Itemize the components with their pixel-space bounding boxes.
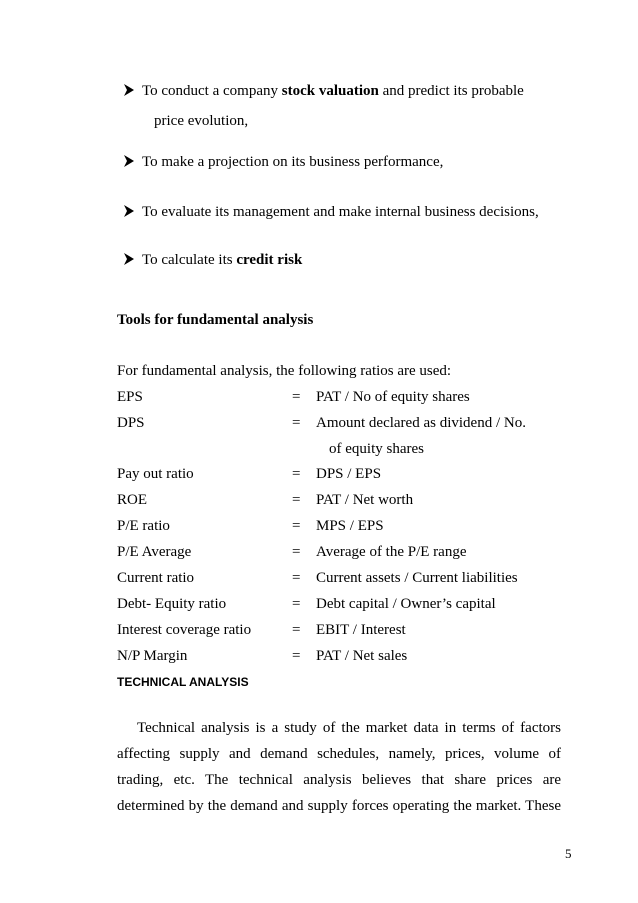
ratio-formula: PAT / No of equity shares xyxy=(316,389,470,405)
ratios-intro: For fundamental analysis, the following ratios are used: xyxy=(117,363,452,379)
ratio-name: Interest coverage ratio xyxy=(117,622,252,638)
ratio-name: Current ratio xyxy=(117,570,195,586)
tools-heading: Tools for fundamental analysis xyxy=(117,312,314,328)
technical-analysis-heading: TECHNICAL ANALYSIS xyxy=(117,675,249,689)
arrow-bullet-icon xyxy=(124,205,134,217)
ratio-formula: Current assets / Current liabilities xyxy=(316,570,518,586)
ratio-equals: = xyxy=(292,518,301,534)
arrow-bullet-icon xyxy=(124,155,134,167)
bullet-text: To evaluate its management and make internal business decisions, xyxy=(142,204,539,220)
arrow-bullet-icon xyxy=(124,253,134,265)
bullet-item-stock-valuation xyxy=(124,83,524,100)
bullet-bold-text: stock valuation xyxy=(281,83,379,99)
ratio-formula: Average of the P/E range xyxy=(316,544,467,560)
bullet-item-projection xyxy=(124,154,443,171)
bullet-bold-text: credit risk xyxy=(236,252,303,268)
ratio-equals: = xyxy=(292,622,301,638)
bullet-item-management xyxy=(124,204,539,221)
ratio-equals: = xyxy=(292,570,301,586)
ratio-name: P/E Average xyxy=(117,544,192,560)
ratio-name: ROE xyxy=(117,492,147,508)
bullet-text: To calculate its xyxy=(142,252,237,268)
paragraph-line: Technical analysis is a study of the market data in terms of factors xyxy=(137,720,561,736)
bullet-continuation: price evolution, xyxy=(154,113,249,129)
bullet-item-credit-risk xyxy=(124,252,302,269)
ratio-equals: = xyxy=(292,389,301,405)
ratio-formula-continuation: of equity shares xyxy=(329,441,424,457)
bullet-text: To conduct a company xyxy=(142,83,282,99)
ratio-formula: DPS / EPS xyxy=(316,466,382,482)
paragraph-line: affecting supply and demand schedules, namely, prices, volume of xyxy=(117,746,561,762)
page-number: 5 xyxy=(565,846,572,861)
ratio-name: Debt- Equity ratio xyxy=(117,596,227,612)
ratio-equals: = xyxy=(292,415,301,431)
ratio-name: Pay out ratio xyxy=(117,466,194,482)
bullet-text-end: and predict its probable xyxy=(378,83,524,99)
ratio-equals: = xyxy=(292,596,301,612)
ratio-formula: MPS / EPS xyxy=(316,518,384,534)
ratio-equals: = xyxy=(292,492,301,508)
paragraph-line: trading, etc. The technical analysis believes that share prices are xyxy=(117,772,561,788)
ratio-equals: = xyxy=(292,544,301,560)
ratio-formula: EBIT / Interest xyxy=(316,622,406,638)
paragraph-line: determined by the demand and supply forces operating the market. These xyxy=(117,798,561,814)
ratio-name: N/P Margin xyxy=(117,648,188,664)
ratio-formula: PAT / Net worth xyxy=(316,492,414,508)
ratio-name: EPS xyxy=(117,389,143,405)
ratio-name: DPS xyxy=(117,415,145,431)
ratio-formula: Debt capital / Owner’s capital xyxy=(316,596,496,612)
ratio-equals: = xyxy=(292,466,301,482)
ratio-formula: PAT / Net sales xyxy=(316,648,408,664)
ratio-name: P/E ratio xyxy=(117,518,170,534)
arrow-bullet-icon xyxy=(124,84,134,96)
ratio-equals: = xyxy=(292,648,301,664)
bullet-text: To make a projection on its business performance, xyxy=(142,154,444,170)
ratio-formula: Amount declared as dividend / No. xyxy=(316,415,526,431)
